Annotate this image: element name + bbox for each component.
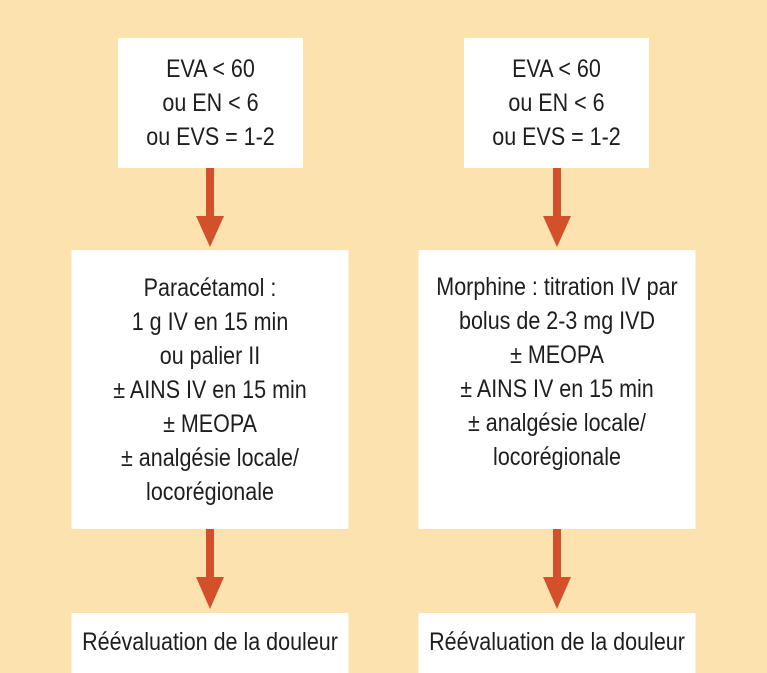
- arrow-left-1: [196, 168, 224, 247]
- right-criteria-line-2: ou EN < 6: [508, 89, 605, 117]
- right-treatment-box: [419, 250, 696, 529]
- right-treatment-line-5: ± analgésie locale/: [468, 409, 646, 437]
- arrow-left-2: [196, 529, 224, 609]
- left-reassessment-text: Réévaluation de la douleur: [82, 628, 338, 656]
- left-criteria-line-2: ou EN < 6: [162, 89, 259, 117]
- right-reassessment-box: [419, 613, 696, 673]
- left-treatment-line-2: 1 g IV en 15 min: [131, 307, 289, 336]
- right-criteria-box: [464, 38, 649, 168]
- right-criteria-line-3: ou EVS = 1-2: [492, 123, 621, 151]
- right-treatment-line-3: ± MEOPA: [510, 341, 604, 369]
- right-treatment-line-6: locorégionale: [493, 443, 621, 471]
- left-criteria-box: [118, 38, 303, 168]
- right-reassessment-text: Réévaluation de la douleur: [429, 628, 685, 656]
- left-treatment-line-5: ± MEOPA: [163, 409, 257, 438]
- right-treatment-line-1: Morphine : titration IV par: [436, 273, 678, 301]
- left-reassessment-box: [72, 613, 349, 673]
- left-treatment-line-3: ou palier II: [159, 341, 261, 370]
- right-treatment-line-4: ± AINS IV en 15 min: [460, 375, 654, 403]
- arrow-right-1: [543, 168, 571, 247]
- left-criteria-line-3: ou EVS = 1-2: [146, 123, 275, 151]
- left-treatment-line-6: ± analgésie locale/: [121, 443, 299, 472]
- left-treatment-line-7: locorégionale: [146, 477, 274, 506]
- left-treatment-box: [72, 250, 349, 529]
- left-criteria-line-1: EVA < 60: [166, 55, 255, 83]
- right-criteria-line-1: EVA < 60: [512, 55, 601, 83]
- arrow-right-2: [543, 529, 571, 609]
- right-treatment-line-2: bolus de 2-3 mg IVD: [459, 307, 655, 335]
- left-treatment-line-4: ± AINS IV en 15 min: [113, 375, 307, 404]
- left-treatment-line-1: Paracétamol :: [143, 273, 277, 302]
